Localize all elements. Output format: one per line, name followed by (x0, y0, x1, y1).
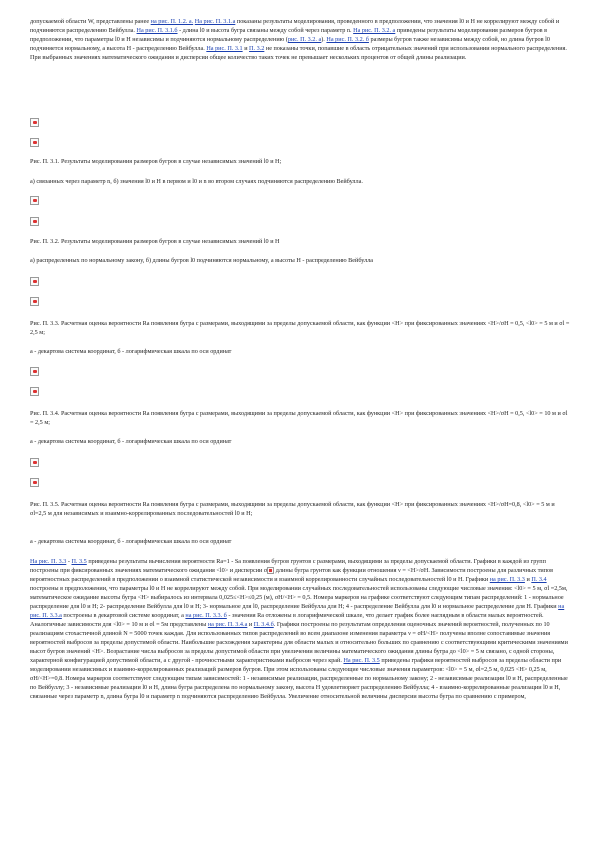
text-span: Рис. П. 3.1. Результаты моделирования размеров бугров в случае независимых значений l0 и H; (30, 158, 282, 165)
figure-3-5-subcaption (30, 537, 570, 546)
figure-link[interactable]: на рис. П. 3.3 (489, 576, 525, 583)
text-span: размеры бугров также независимы между собой, но длина бугров l0 подчиняется нормальному, а высота H - распределению Вейбулла. (30, 36, 550, 52)
text-span: не показаны точки, попавшие в область отрицательных значений при использовании нормального распределения. При выбранных значениях математического ожидания и дисперсии общее количество таких точек не превышает нескольких процентов от общей длины реализации. (30, 45, 567, 61)
figure-3-1a-broken-image-icon (30, 118, 39, 127)
figure-link[interactable]: на рис. П. 3.3.а (30, 603, 565, 619)
text-span: Рис. П. 3.3. Расчетная оценка вероятности Ra появления бугра с размерами, выходящими за пределы допускаемой области, как функции <H> при фиксированных значениях <H>/σH = 0,5, <l0> = 5 м и σl = 2,5 м; (30, 320, 570, 336)
figure-3-4a-broken-image-icon (30, 367, 39, 376)
figure-3-1b-broken-image-icon (30, 138, 39, 147)
text-span: Рис. П. 3.5. Расчетная оценка вероятности Ra появления бугра с размерами, выходящими за пределы допускаемой области, как функции <H> при фиксированных значениях <H>/σH=0,8, <l0> = 5 м и σl=2,5 м для независимых и взаимно-коррелированных последовательностей l0 и H; (30, 501, 555, 517)
figure-3-1-subcaption (30, 177, 570, 186)
figure-link[interactable]: на рис. П. 1.2. а. (150, 18, 194, 25)
figure-link[interactable]: на рис. П. 3.4.а (207, 621, 248, 628)
figure-link[interactable]: П. 3.4.б (253, 621, 274, 628)
figure-link[interactable]: На рис. П. 3.1.а (194, 18, 236, 25)
text-span: Рис. П. 3.4. Расчетная оценка вероятности Ra появления бугра с размерами, выходящими за пределы допускаемой области, как функции <H> при фиксированных значениях <H>/σH = 0,5, <l0> = 10 м и σl = 2,5 м; (30, 410, 568, 426)
text-span: а - декартова система координат, б - логарифмическая шкала по оси ординат (30, 438, 232, 445)
text-span: . Графики построены по результатам определения оценочных значений вероятностей, полученных по 10 реализациям стохастичной длиной N = 5000 точек каждая. Для использованных типов распределений во всем диапазоне изменения параметра ν = σH/<H> получены вполне сопоставимые значения вероятностей выбросов за пределы допустимой области. Наибольшие расхождения характерны для области малых и относительно больших по сравнению с соответствующими критическими значениями высот бугров значений <H>. Возрастание числа выбросов за пределы допустимой области при увеличении величины математического ожидания длины бугра до <l0> = 5 м связано, с одной стороны, характерной конфигурацией допустимой области, а с другой - прочностными характеристиками выбросов через край. (30, 621, 568, 664)
text-span: построены в декартовой системе координат, а (61, 612, 186, 619)
text-span: и (524, 576, 532, 583)
figure-3-5-caption (30, 500, 570, 518)
text-span: а) связанных через параметр n, б) значения l0 и H в первом и l0 и n во втором случаях подчиняются распределению Вейбулла. (30, 178, 363, 185)
figure-3-4-subcaption (30, 437, 570, 446)
figure-link[interactable]: На рис. П. 3.2. б (326, 36, 369, 43)
figure-3-3a-broken-image-icon (30, 277, 39, 286)
text-span: и (242, 45, 250, 52)
figure-3-2-caption (30, 237, 570, 246)
text-span: - (66, 558, 72, 565)
figure-link[interactable]: На рис. П. 3.2. а (353, 27, 396, 34)
figure-link[interactable]: На рис. П. 3.3 (30, 558, 67, 565)
text-span: а) распределенных по нормальному закону, б) длины бугров l0 подчиняются нормальному, а высоты H - распределению Вейбулла (30, 257, 374, 264)
figure-link[interactable]: На рис. П. 3.5 (343, 657, 380, 664)
figure-3-4-caption (30, 409, 570, 427)
text-span: длины бугра грунтов как функции отношения ν = <H>/σH. Зависимости построены для различных типов вероятностных распределений в предположении о взаимной статистической независимости и взаимной коррелированности случайных последовательностей l0 и H. Графики (30, 567, 554, 583)
figure-link[interactable]: На рис. П. 3.1 (206, 45, 243, 52)
figure-3-3b-broken-image-icon (30, 297, 39, 306)
text-span: допускаемой области W, представлены ранее (30, 18, 151, 25)
figure-3-3-caption (30, 319, 570, 337)
figure-3-4b-broken-image-icon (30, 387, 39, 396)
figure-3-2a-broken-image-icon (30, 196, 39, 205)
intro-paragraph (30, 17, 570, 62)
figure-3-5b-broken-image-icon (30, 478, 39, 487)
text-span: показаны результаты моделирования, проведенного в предположении, что значения l0 и H не коррелируют между собой и подчиняются распределению Вейбулла. (30, 18, 560, 34)
figure-link[interactable]: На рис. П. 3.1.б (136, 27, 178, 34)
text-span: построены в предположении, что параметры l0 и H не коррелируют между собой. При моделировании случайных последовательностей использованы следующие числовые значения: <l0> = 5 м, σl =2,5м, математическое ожидание высоты бугра <H> выбиралось из интервала 0,025≤<H>≤0,25 (м), σH/<H> = 0,5. Номера маркеров на графике соответствуют следующим типам распределений: 1 - нормальное распределение для l0 и H; 2- распределение Вейбулла для l0 и H; 3- нормальное для l0, распределение Вейбулла для H; 4 - распределение Вейбулла для l0 и нормальное распределение для H. Графики (30, 585, 568, 610)
figure-link[interactable]: П. 3.5 (71, 558, 87, 565)
final-paragraph (30, 557, 570, 701)
figure-3-5a-broken-image-icon (30, 458, 39, 467)
figure-link[interactable]: П. 3.2 (249, 45, 265, 52)
inline-broken-image-icon (267, 567, 274, 574)
text-span: - значения Ra отложены в логарифмической шкале, что делает график более наглядным в области малых вероятностей. Аналогичные зависимости для <l0> = 10 м и σl = 5м представлены (30, 612, 544, 628)
text-span: и (247, 621, 254, 628)
text-span: Рис. П. 3.2. Результаты моделирования размеров бугров в случае независимых значений l0 и H (30, 238, 280, 245)
figure-3-1-caption (30, 157, 570, 166)
text-span: ). (321, 36, 327, 43)
text-span: а - декартова система координат, б - логарифмическая шкала по оси ординат (30, 348, 232, 355)
figure-link[interactable]: П. 3.4 (531, 576, 547, 583)
text-span: приведены результаты моделирования размеров бугров в предположении, что параметры l0 и H независимы и подчиняются нормальному распределению ( (30, 27, 548, 43)
text-span: - длина l0 и высота бугра связаны между собой через параметр n. (177, 27, 354, 34)
figure-link[interactable]: на рис. П. 3.3. б (185, 612, 227, 619)
text-span: а - декартова система координат, б - логарифмическая шкала по оси ординат (30, 538, 232, 545)
text-span: приведены результаты вычисления вероятности Ra=1 - Sa появления бугров грунтов с размерами, выходящими за пределы допускаемой области. Графики в каждой из групп построены при фиксированных значениях математического ожидания <l0> и дисперсии σ (30, 558, 546, 574)
figure-3-3-subcaption (30, 347, 570, 356)
figure-3-2b-broken-image-icon (30, 217, 39, 226)
figure-link[interactable]: рис. П. 3.2. а (287, 36, 322, 43)
text-span: приведены графики вероятностей выбросов за пределы области при моделировании независимых и взаимно-коррелированных реализаций размеров бугров. При этом использованы следующие числовые значения параметров: <l0> = 5 м, σl=2,5 м, 0,025 <H> 0,25 м, σH/<H>=0,8. Номера маркеров соответствуют следующим типам зависимостей: 1 - независимые реализации, распределенные по нормальному закону; 2 - независимые реализации l0 и H, распределенные по Вейбуллу; 3 - независимые реализации l0 и H, длина бугра распределена по нормальному закону, высота H удовлетворяет распределению Вейбулла; 4 - взаимно-коррелированные реализации l0 и H, связанные через параметр n, длина бугра l0 и параметр n подчиняются распределению Вейбулла. Увеличение относительной величины дисперсии высоты бугра по сравнению с примером, (30, 657, 568, 700)
figure-3-2-subcaption (30, 256, 570, 265)
